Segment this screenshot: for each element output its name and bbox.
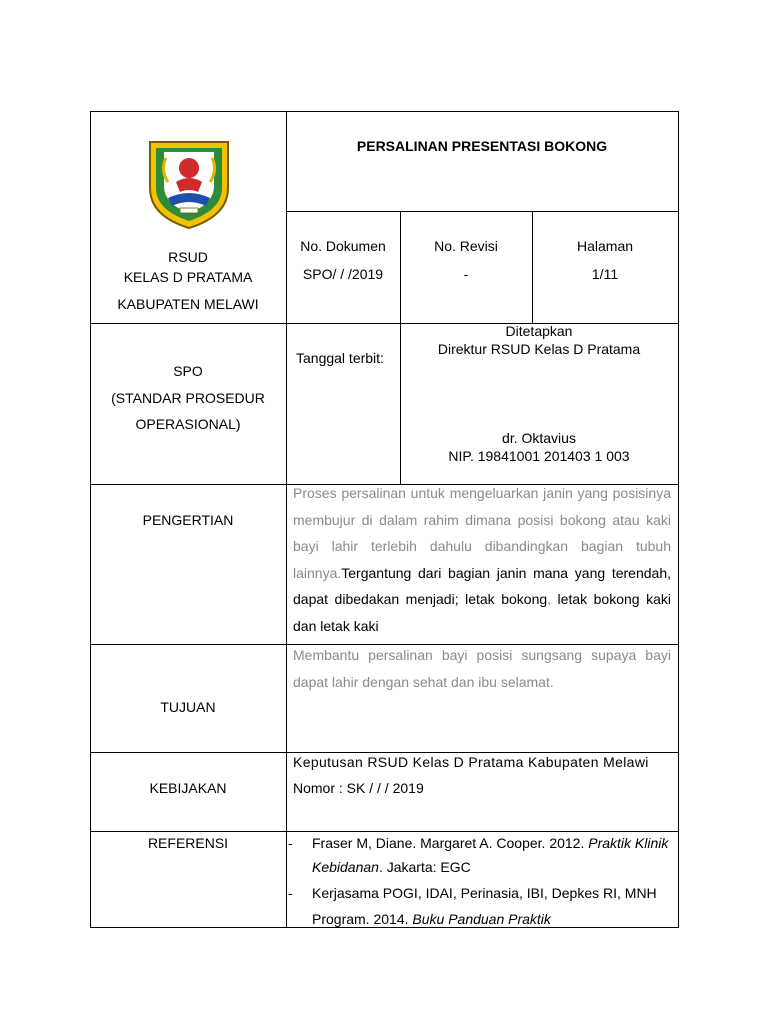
direktur-label: Direktur RSUD Kelas D Pratama — [437, 341, 641, 357]
referensi-bullet: - — [288, 885, 293, 901]
org-name-line1: RSUD — [168, 249, 208, 265]
halaman-label: Halaman — [576, 238, 634, 254]
referensi-item-text — [312, 831, 674, 879]
referensi-item-italic: Buku Panduan Praktik — [412, 911, 551, 927]
table-border-top — [90, 111, 679, 112]
halaman-value: 1/11 — [591, 266, 619, 282]
ditetapkan-label: Ditetapkan — [505, 323, 573, 339]
org-name-line3: KABUPATEN MELAWI — [117, 296, 259, 312]
table-border-mid — [286, 111, 287, 928]
referensi-bullet: - — [288, 835, 293, 851]
table-border-right — [678, 111, 679, 928]
pengertian-text-dark2: letak bokong kaki dan letak kaki — [293, 591, 671, 634]
referensi-item — [288, 831, 674, 879]
kebijakan-line2: Nomor : SK / / / 2019 — [293, 780, 424, 796]
table-border-title-bottom — [286, 211, 679, 212]
referensi-label: REFERENSI — [147, 835, 229, 851]
kebijakan-line1: Keputusan RSUD Kelas D Pratama Kabupaten Melawi — [293, 754, 649, 770]
kebijakan-label: KEBIJAKAN — [149, 780, 227, 796]
kabupaten-melawi-crest-icon — [146, 138, 232, 230]
tujuan-label: TUJUAN — [160, 699, 216, 715]
referensi-item — [288, 880, 674, 928]
pengertian-text-light: Proses persalinan untuk mengeluarkan janin yang posisinya membujur di dalam rahim dimana posisi bokong atau kaki bayi lahir terlebih dahulu dibandingkan bagian tubuh lainnya. — [293, 485, 671, 581]
spo-label-line1: SPO — [173, 363, 203, 379]
no-revisi-value: - — [463, 266, 469, 282]
no-revisi-label: No. Revisi — [434, 238, 498, 254]
spo-label-line3: OPERASIONAL) — [135, 416, 241, 432]
no-dokumen-label: No. Dokumen — [300, 238, 386, 254]
referensi-item-text — [312, 880, 674, 932]
pengertian-text — [293, 480, 671, 639]
org-name-line2: KELAS D PRATAMA — [123, 269, 253, 285]
tujuan-text: Membantu persalinan bayi posisi sungsang supaya bayi dapat lahir dengan sehat dan ibu selamat. — [293, 647, 671, 690]
pengertian-label: PENGERTIAN — [142, 512, 234, 528]
tanggal-terbit-label: Tanggal terbit: — [296, 350, 384, 366]
referensi-item-italic: Praktik Klinik Kebidanan — [312, 835, 669, 875]
no-dokumen-value: SPO/ / /2019 — [302, 266, 384, 282]
pengertian-text-comma: , — [547, 591, 552, 607]
document-title: PERSALINAN PRESENTASI BOKONG — [356, 138, 608, 154]
pengertian-text-dark: Tergantung dari bagian janin mana yang terendah, dapat dibedakan menjadi; letak bokong — [293, 564, 671, 607]
referensi-item-plain: Fraser M, Diane. Margaret A. Cooper. 2012. — [312, 835, 589, 851]
direktur-nip: NIP. 19841001 201403 1 003 — [448, 448, 630, 464]
referensi-item-rest: . Jakarta: EGC — [378, 859, 471, 875]
spo-label-line2: (STANDAR PROSEDUR — [111, 390, 265, 406]
referensi-item-plain: Kerjasama POGI, IDAI, Perinasia, IBI, Depkes RI, MNH Program. 2014. — [312, 885, 657, 927]
direktur-nama: dr. Oktavius — [502, 430, 576, 446]
